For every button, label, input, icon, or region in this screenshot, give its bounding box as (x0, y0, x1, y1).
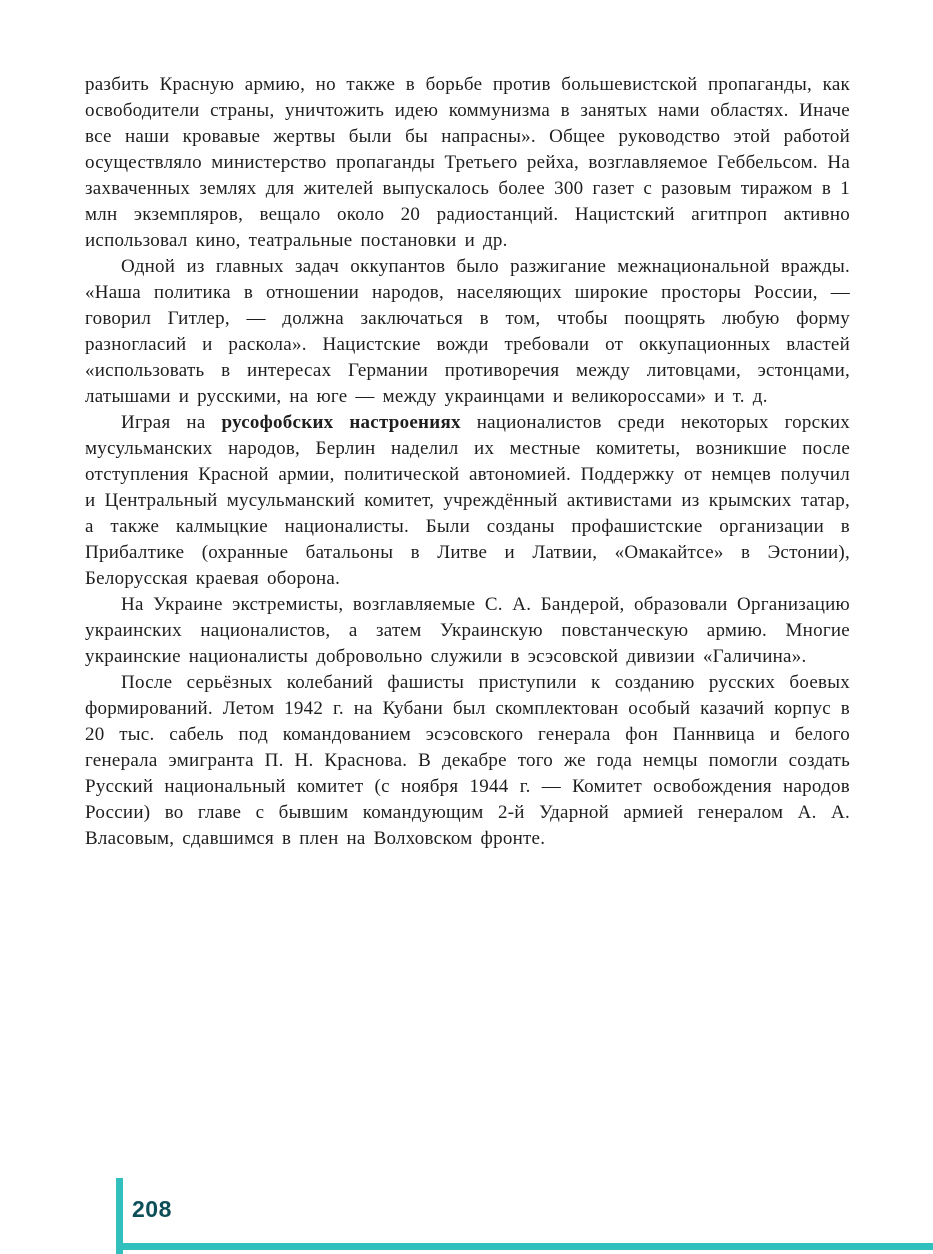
text-run: Играя на (121, 412, 222, 433)
paragraph (85, 254, 850, 410)
paragraph (85, 72, 850, 254)
text-run: Одной из главных задач оккупантов было разжигание межнациональной вражды. «Наша политика в отношении народов, населяющих широкие просторы России, — говорил Гитлер, — должна заключаться в том, чтобы поощрять любую форму разногласий и раскола». Нацистские вожди требовали от оккупационных властей «использовать в интересах Германии противоречия между литовцами, эстонцами, латышами и русскими, на юге — между украинцами и великороссами» и т. д. (85, 256, 850, 407)
bold-text-run: русофобских настроениях (221, 412, 461, 433)
paragraph (85, 592, 850, 670)
body-text (85, 72, 850, 852)
text-run: После серьёзных колебаний фашисты приступили к созданию русских боевых формирований. Летом 1942 г. на Кубани был скомплектован особый казачий корпус в 20 тыс. сабель под командованием эсэсовского генерала фон Паннвица и белого генерала эмигранта П. Н. Краснова. В декабре того же года немцы помогли создать Русский национальный комитет (с ноября 1944 г. — Комитет освобождения народов России) во главе с бывшим командующим 2-й Ударной армией генералом А. А. Власовым, сдавшимся в плен на Волховском фронте. (85, 672, 850, 849)
paragraph (85, 670, 850, 852)
accent-horizontal-bar (116, 1243, 933, 1250)
page-number: 208 (132, 1196, 172, 1222)
text-run: На Украине экстремисты, возглавляемые С. А. Бандерой, образовали Организацию украинских националистов, а затем Украинскую повстанческую армию. Многие украинские националисты добровольно служили в эсэсовской дивизии «Галичина». (85, 594, 850, 667)
text-run: националистов среди некоторых горских мусульманских народов, Берлин наделил их местные комитеты, возникшие после отступления Красной армии, политической автономией. Поддержку от немцев получил и Центральный мусульманский комитет, учреждённый активистами из крымских татар, а также калмыцкие националисты. Были созданы профашистские организации в Прибалтике (охранные батальоны в Литве и Латвии, «Омакайтсе» в Эстонии), Белорусская краевая оборона. (85, 412, 850, 589)
paragraph (85, 410, 850, 592)
text-run: разбить Красную армию, но также в борьбе против большевистской пропаганды, как освободители страны, уничтожить идею коммунизма в занятых нами областях. Иначе все наши кровавые жертвы были бы напрасны». Общее руководство этой работой осуществляло министерство пропаганды Третьего рейха, возглавляемое Геббельсом. На захваченных землях для жителей выпускалось более 300 газет с разовым тиражом в 1 млн экземпляров, вещало около 20 радиостанций. Нацистский агитпроп активно использовал кино, театральные постановки и др. (85, 74, 850, 251)
